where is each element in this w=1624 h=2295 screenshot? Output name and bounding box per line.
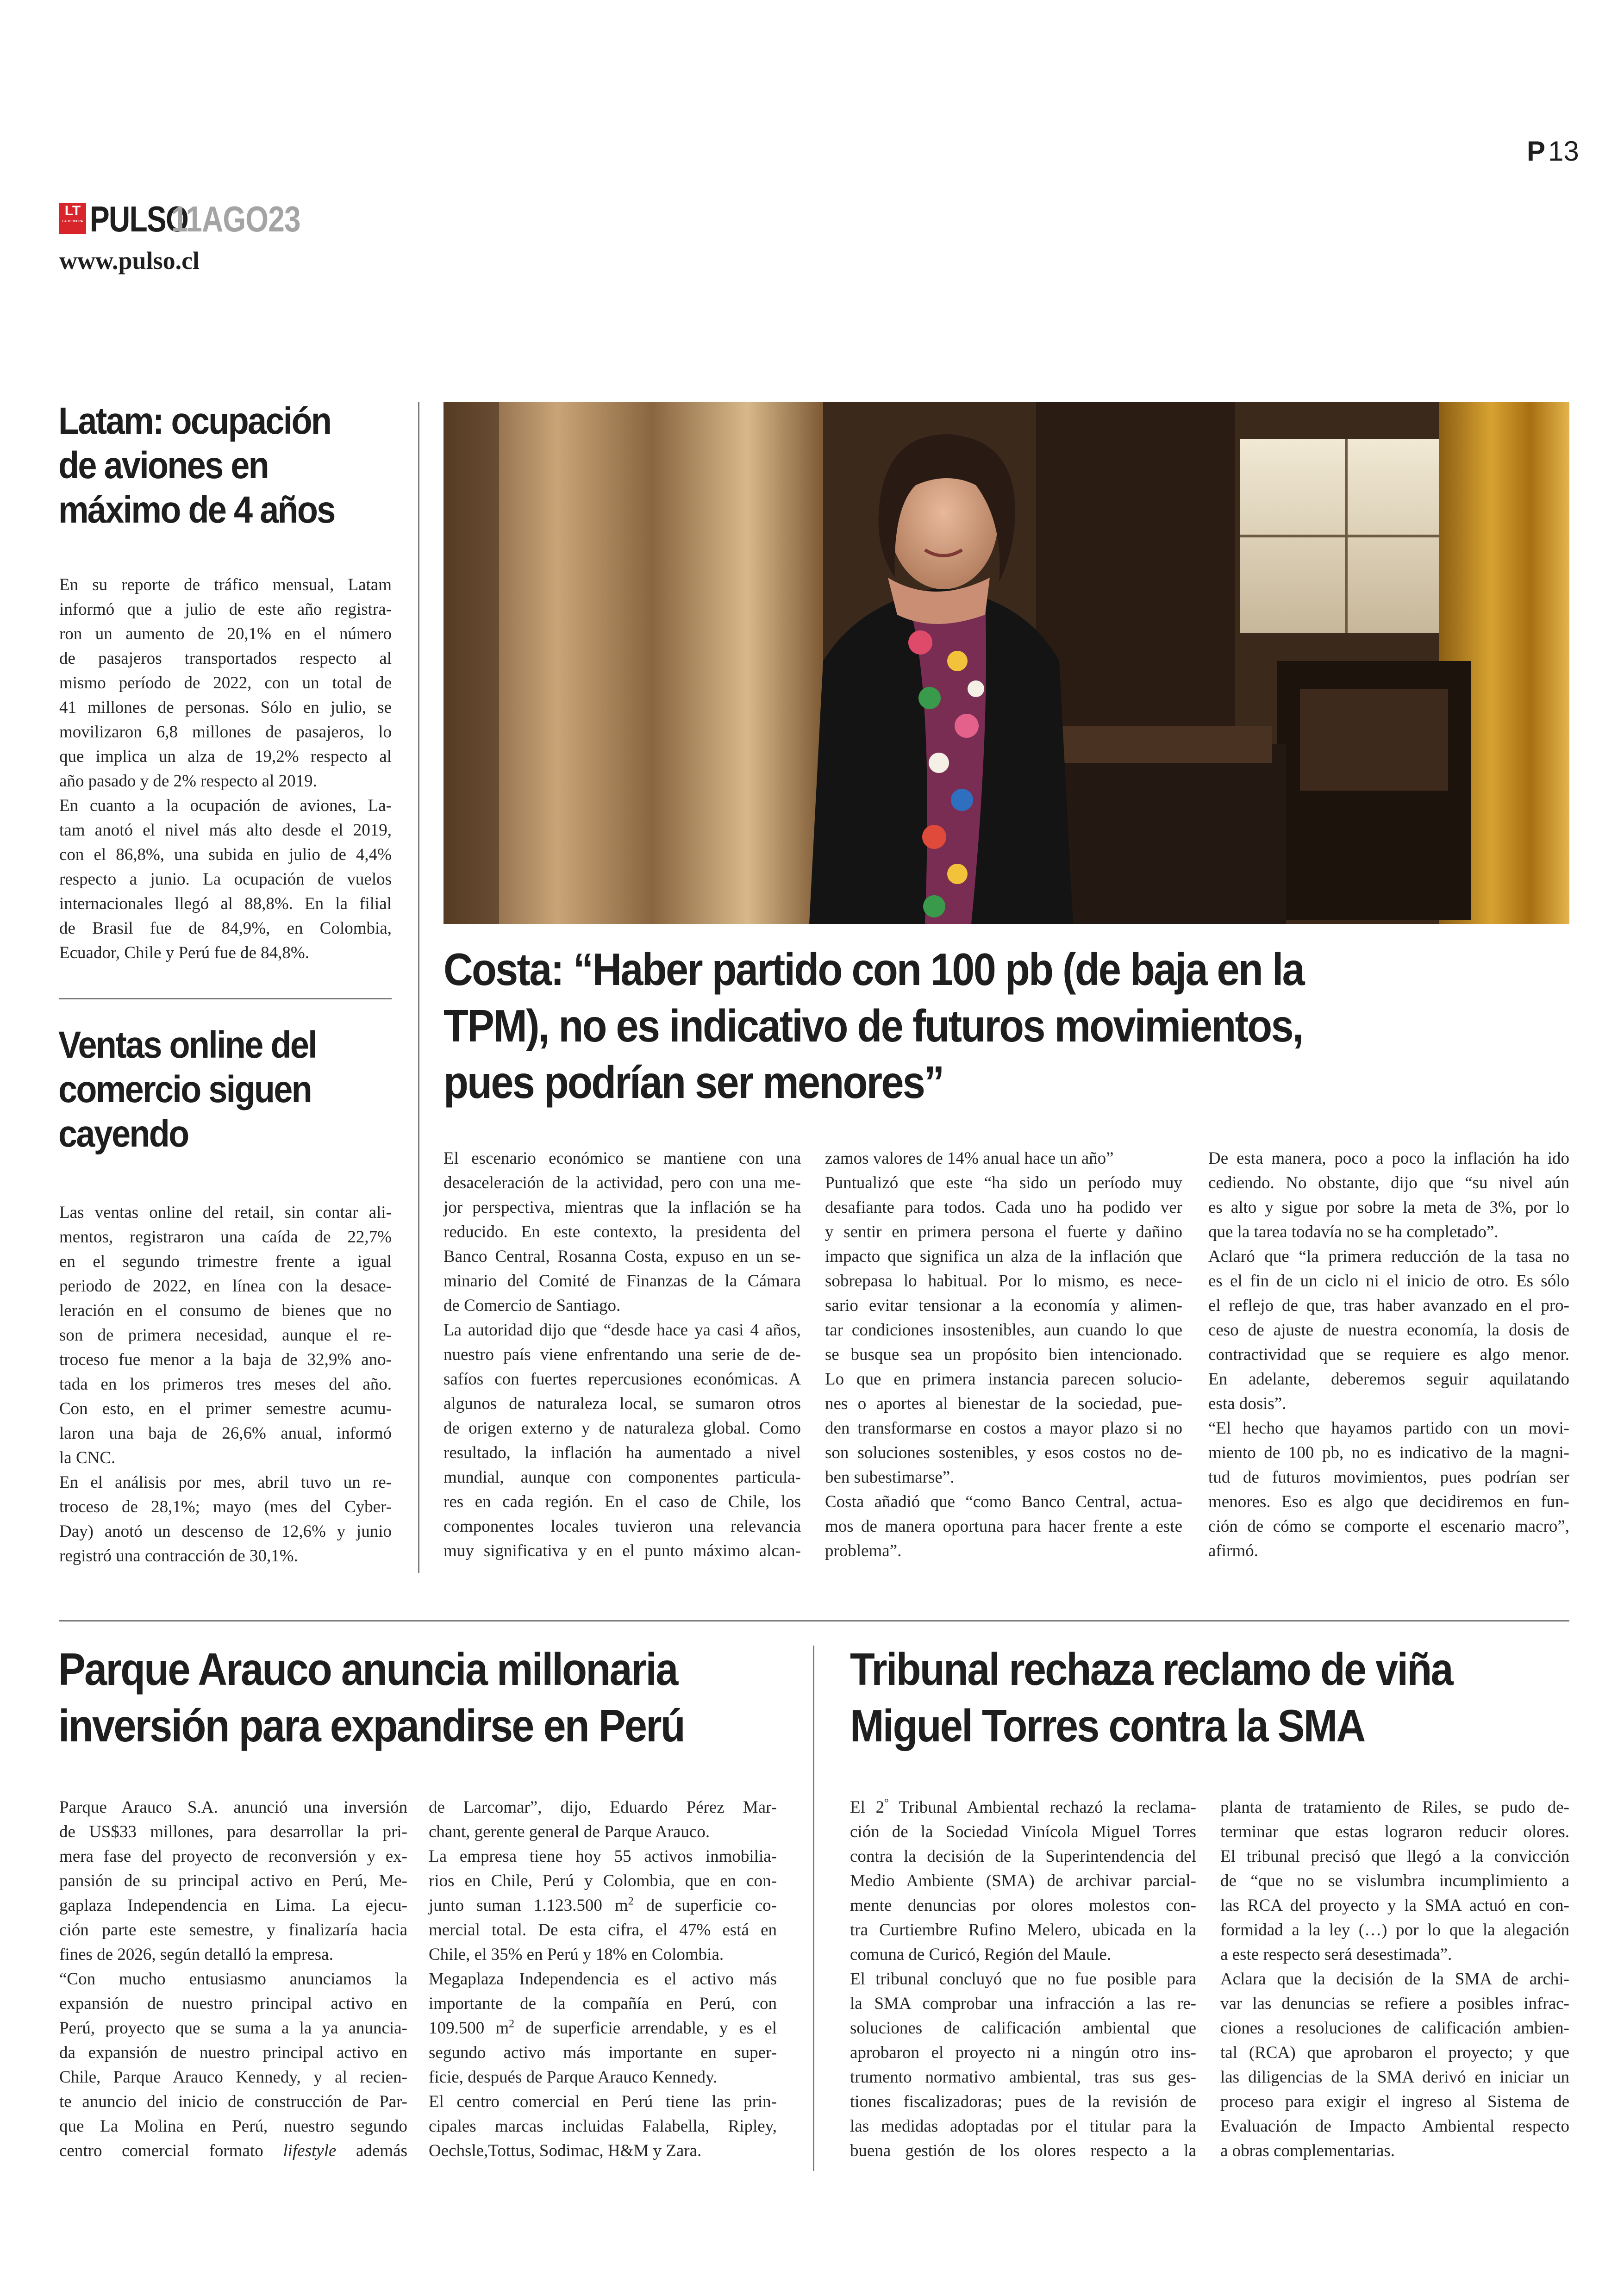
text-fragment: lifestyle — [283, 2141, 337, 2160]
text-line: trumento normativo ambiental, tras sus ges- — [850, 2068, 1196, 2087]
text-line: impacto que significa un alza de la inflación que — [825, 1247, 1182, 1266]
text-line: laron una baja de 26,6% anual, informó — [59, 1424, 392, 1443]
latam-headline: Latam: ocupación de aviones en máximo de 4 años — [58, 400, 335, 531]
ventas-article-body — [59, 1200, 392, 1568]
text-line: a este respecto será desestimada”. — [1220, 1945, 1452, 1964]
text-line: tra Curtiembre Rufino Melero, ubicada en la — [850, 1921, 1196, 1940]
text-line: de US$33 millones, para desarrollar la pri- — [59, 1822, 407, 1841]
text-line: formidad a la ley (…) por lo que la alegación — [1220, 1921, 1569, 1940]
page-divider — [59, 1620, 1569, 1621]
text-line: Perú, proyecto que se suma a la ya anuncia- — [59, 2019, 407, 2038]
text-line: rios en Chile, Perú y Colombia, que en con- — [429, 1871, 777, 1890]
text-fragment: de superficie arrendable, y es el — [514, 2019, 777, 2038]
costa-column-2 — [825, 1146, 1182, 1563]
text-line: res en cada región. En el caso de Chile, los — [443, 1492, 801, 1511]
text-line: ficie, después de Parque Arauco Kennedy. — [429, 2068, 718, 2087]
text-line: problema”. — [825, 1541, 902, 1560]
text-line: tud de futuros movimientos, pues podrían ser — [1208, 1468, 1569, 1487]
text-line: jor perspectiva, mientras que la inflación se ha — [443, 1198, 801, 1217]
text-line: troceso de 28,1%; mayo (mes del Cyber- — [59, 1497, 392, 1516]
text-line: es alto y sigue por sobre la meta de 3%, por lo — [1208, 1198, 1569, 1217]
text-line: ción parte este semestre, y finalizaría hacia — [59, 1921, 407, 1940]
tribunal-column-2 — [1220, 1795, 1569, 2163]
arauco-headline: Parque Arauco anuncia millonaria inversión para expandirse en Perú — [58, 1644, 685, 1751]
text-line — [429, 2016, 777, 2040]
text-line: resultado, la inflación ha aumentado a nivel — [443, 1443, 801, 1462]
text-line: mera fase del proyecto de reconversión y ex- — [59, 1847, 407, 1866]
text-line: las medidas adoptadas por el titular para la — [850, 2117, 1196, 2136]
text-line: informó que a julio de este año registra- — [59, 600, 392, 619]
text-line: nuestro país viene enfrentando una serie de de- — [443, 1345, 801, 1364]
text-fragment: además — [336, 2141, 408, 2160]
text-line: El tribunal precisó que llegó a la convicción — [1220, 1847, 1569, 1866]
text-line: En su reporte de tráfico mensual, Latam — [59, 575, 392, 594]
text-line: mundial, aunque con componentes particula- — [443, 1468, 801, 1487]
text-line: Parque Arauco S.A. anunció una inversión — [59, 1798, 407, 1817]
text-line: proceso para exigir el ingreso al Sistema de — [1220, 2092, 1569, 2111]
text-fragment: junto suman 1.123.500 m — [429, 1896, 628, 1915]
text-line: afirmó. — [1208, 1541, 1258, 1560]
text-line: con el 86,8%, una subida en julio de 4,4% — [59, 845, 392, 864]
text-line: minario del Comité de Finanzas de la Cámara — [443, 1272, 801, 1291]
text-line: Medio Ambiente (SMA) de archivar parcial- — [850, 1871, 1196, 1890]
text-line: La empresa tiene hoy 55 activos inmobilia- — [429, 1847, 777, 1866]
text-line: desafiante para todos. Cada uno ha podido ver — [825, 1198, 1182, 1217]
site-url: www.pulso.cl — [59, 247, 200, 274]
page-number: P 13 — [1527, 136, 1579, 167]
edition-date: 11AGO23 — [171, 199, 300, 239]
text-line: aprobaron el proyecto ni a ningún otro ins- — [850, 2043, 1196, 2062]
text-line: reducido. En este contexto, la presidenta del — [443, 1222, 801, 1241]
ventas-headline: Ventas online del comercio siguen cayendo — [58, 1024, 316, 1155]
text-line: y sentir en primera persona el fuerte y dañino — [825, 1222, 1182, 1241]
text-line: cipales marcas incluidas Falabella, Ripley, — [429, 2117, 777, 2136]
latam-article-body — [59, 573, 392, 965]
text-line: sobrepasa lo habitual. Por lo mismo, es nece- — [825, 1272, 1182, 1291]
text-line: safíos con fuertes repercusiones económicas. A — [443, 1370, 801, 1389]
text-line: menores. Eso es algo que decidiremos en fun- — [1208, 1492, 1569, 1511]
text-line: var las denuncias se refiere a posibles infrac- — [1220, 1994, 1569, 2013]
text-line: mentos, registraron una caída de 22,7% — [59, 1228, 392, 1247]
text-line: segundo activo más importante en super- — [429, 2043, 777, 2062]
text-line: fines de 2026, según detalló la empresa. — [59, 1945, 333, 1964]
text-line: pansión de su principal activo en Perú, Me- — [59, 1871, 407, 1890]
text-line: Aclaró que “la primera reducción de la tasa no — [1208, 1247, 1569, 1266]
text-line: El centro comercial en Perú tiene las prin- — [429, 2092, 777, 2111]
column-divider — [813, 1646, 814, 2171]
text-line: muy significativa y en el punto máximo alcan- — [443, 1541, 801, 1560]
text-line — [59, 2139, 407, 2163]
superscript: ° — [884, 1797, 889, 1809]
text-line: movilizaron 6,8 millones de pasajeros, lo — [59, 723, 392, 742]
text-line: internacionales llegó al 88,8%. En la filial — [59, 894, 392, 913]
text-fragment: centro comercial formato — [59, 2141, 283, 2160]
text-line: la SMA comprobar una infracción a las re- — [850, 1994, 1196, 2013]
text-line: Con esto, en el primer semestre acumu- — [59, 1399, 392, 1418]
text-line: la CNC. — [59, 1448, 116, 1467]
text-line: a obras complementarias. — [1220, 2141, 1395, 2160]
text-line: que la tarea todavía no se ha completado”. — [1208, 1222, 1499, 1241]
text-line: Aclara que la decisión de la SMA de archi- — [1220, 1970, 1569, 1989]
text-line: “El hecho que hayamos partido con un movi- — [1208, 1419, 1569, 1438]
text-line: son soluciones sostenibles, y esos costos no de- — [825, 1443, 1182, 1462]
text-line: es el fin de un ciclo ni el inicio de otro. Es sólo — [1208, 1272, 1569, 1291]
costa-headline: Costa: “Haber partido con 100 pb (de baja en la TPM), no es indicativo de futuros movimientos, pues podrían ser menores” — [443, 944, 1304, 1108]
tribunal-column-1 — [850, 1795, 1196, 2163]
text-line: de Comercio de Santiago. — [443, 1296, 621, 1315]
text-line: de Larcomar”, dijo, Eduardo Pérez Mar- — [429, 1798, 777, 1817]
rosanna-costa-photo — [443, 402, 1569, 924]
text-line: leración en el consumo de bienes que no — [59, 1301, 392, 1320]
text-line: mercial total. De esta cifra, el 47% está en — [429, 1921, 777, 1940]
text-line: chant, gerente general de Parque Arauco. — [429, 1822, 710, 1841]
text-line: esta dosis”. — [1208, 1394, 1287, 1413]
text-line: planta de tratamiento de Riles, se pudo de- — [1220, 1798, 1569, 1817]
text-line: año pasado y de 2% respecto al 2019. — [59, 772, 317, 791]
text-line: tam anotó el nivel más alto desde el 2019, — [59, 821, 392, 840]
text-line: Costa añadió que “como Banco Central, actua- — [825, 1492, 1182, 1511]
text-line: respecto a junio. La ocupación de vuelos — [59, 870, 392, 889]
text-line: periodo de 2022, en línea con la desace- — [59, 1277, 392, 1296]
text-line: que La Molina en Perú, nuestro segundo — [59, 2117, 407, 2136]
text-line: ciones a resoluciones de calificación ambien- — [1220, 2019, 1569, 2038]
brand-name: PULSO — [90, 199, 188, 239]
text-line: mismo período de 2022, con un total de — [59, 674, 392, 692]
text-line: en el segundo trimestre frente a igual — [59, 1252, 392, 1271]
text-line: da expansión de nuestro principal activo en — [59, 2043, 407, 2062]
text-line: son de primera necesidad, aunque el re- — [59, 1326, 392, 1345]
text-line: “Con mucho entusiasmo anunciamos la — [59, 1970, 407, 1989]
text-line: Day) anotó un descenso de 12,6% y junio — [59, 1522, 392, 1541]
text-line: den transformarse en costos a mayor plazo si no — [825, 1419, 1182, 1438]
text-fragment: El 2 — [850, 1798, 885, 1817]
text-line: mos de manera oportuna para hacer frente a este — [825, 1517, 1182, 1536]
text-line: El escenario económico se mantiene con una — [443, 1149, 801, 1168]
text-line: las RCA del proyecto y la SMA actuó en con- — [1220, 1896, 1569, 1915]
text-line: Ecuador, Chile y Perú fue de 84,8%. — [59, 943, 310, 962]
text-line: miento de 100 pb, no es indicativo de la magni- — [1208, 1443, 1569, 1462]
text-line: las diligencias de la SMA derivó en iniciar un — [1220, 2068, 1569, 2087]
text-line: ción de cómo se comporte el escenario macro”, — [1208, 1517, 1569, 1536]
text-line: se busque sea un propósito bien intencionado. — [825, 1345, 1182, 1364]
text-line: componentes locales tuvieron una relevancia — [443, 1517, 801, 1536]
text-line: cediendo. No obstante, dijo que “su nivel aún — [1208, 1173, 1569, 1192]
text-line: sario evitar tensionar a la economía y alimen- — [825, 1296, 1182, 1315]
text-line: comuna de Curicó, Región del Maule. — [850, 1945, 1112, 1964]
text-line: soluciones de calificación ambiental que — [850, 2019, 1196, 2038]
text-line: Puntualizó que este “ha sido un período muy — [825, 1173, 1182, 1192]
text-line: ceso de ajuste de nuestra economía, la dosis de — [1208, 1321, 1569, 1340]
text-fragment: de superficie co- — [633, 1896, 777, 1915]
text-line: 41 millones de personas. Sólo en julio, se — [59, 698, 392, 717]
text-line: de “que no se vislumbra incumplimiento a — [1220, 1871, 1569, 1890]
column-divider — [418, 402, 419, 1573]
text-line: de origen externo y de naturaleza global. Como — [443, 1419, 801, 1438]
text-fragment: 109.500 m — [429, 2019, 509, 2038]
text-line: troceso fue menor a la baja de 32,9% ano- — [59, 1350, 392, 1369]
arauco-column-1 — [59, 1795, 407, 2163]
text-line: desaceleración de la actividad, pero con una me- — [443, 1173, 801, 1192]
arauco-column-2 — [429, 1795, 777, 2163]
text-line: de Brasil fue de 84,9%, en Colombia, — [59, 919, 392, 938]
text-line: ron un aumento de 20,1% en el número — [59, 624, 392, 643]
text-line: expansión de nuestro principal activo en — [59, 1994, 407, 2013]
text-line: ben subestimarse”. — [825, 1468, 955, 1487]
text-line: nes o aportes al bienestar de la sociedad, pue- — [825, 1394, 1182, 1413]
text-line: contra la decisión de la Superintendencia del — [850, 1847, 1196, 1866]
text-line: gaplaza Independencia en Lima. La ejecu- — [59, 1896, 407, 1915]
text-line — [850, 1795, 1196, 1820]
text-line: contractividad que se requiere es algo menor. — [1208, 1345, 1569, 1364]
text-line: el reflejo de que, tras haber avanzado en el pro- — [1208, 1296, 1569, 1315]
text-line: tal (RCA) que aprobaron el proyecto; y que — [1220, 2043, 1569, 2062]
text-line: Megaplaza Independencia es el activo más — [429, 1970, 777, 1989]
text-line: de pasajeros transportados respecto al — [59, 649, 392, 668]
text-line: tiones fiscalizadoras; pues de la revisión de — [850, 2092, 1196, 2111]
text-line: En cuanto a la ocupación de aviones, La- — [59, 796, 392, 815]
text-line: Chile, Parque Arauco Kennedy, y al recien- — [59, 2068, 407, 2087]
superscript: 2 — [509, 2018, 515, 2030]
portrait-image — [443, 402, 1569, 924]
text-line: Las ventas online del retail, sin contar ali- — [59, 1203, 392, 1222]
text-line — [429, 1893, 777, 1918]
text-line: Lo que en primera instancia parecen solucio- — [825, 1370, 1182, 1389]
text-line: registró una contracción de 30,1%. — [59, 1547, 298, 1565]
text-line: La autoridad dijo que “desde hace ya casi 4 años, — [443, 1321, 801, 1340]
text-line: buena gestión de los olores respecto a la — [850, 2141, 1196, 2160]
text-line: El tribunal concluyó que no fue posible para — [850, 1970, 1196, 1989]
text-line: Banco Central, Rosanna Costa, expuso en un se- — [443, 1247, 801, 1266]
text-line: En el análisis por mes, abril tuvo un re- — [59, 1473, 392, 1492]
text-line: Evaluación de Impacto Ambiental respecto — [1220, 2117, 1569, 2136]
newspaper-logo: LT LA TERCERA — [59, 203, 86, 234]
text-fragment: Tribunal Ambiental rechazó la reclama- — [888, 1798, 1196, 1817]
text-line: Oechsle,Tottus, Sodimac, H&M y Zara. — [429, 2141, 702, 2160]
text-line: te anuncio del inicio de construcción de Par- — [59, 2092, 407, 2111]
text-line: ción de la Sociedad Vinícola Miguel Torres — [850, 1822, 1196, 1841]
text-line: terminar que estas lograron reducir olores. — [1220, 1822, 1569, 1841]
superscript: 2 — [628, 1895, 634, 1908]
tribunal-headline: Tribunal rechaza reclamo de viña Miguel Torres contra la SMA — [850, 1644, 1452, 1751]
text-line: En adelante, deberemos seguir aquilatando — [1208, 1370, 1569, 1389]
section-divider — [59, 998, 392, 999]
text-line: zamos valores de 14% anual hace un año” — [825, 1149, 1114, 1168]
text-line: Chile, el 35% en Perú y 18% en Colombia. — [429, 1945, 724, 1964]
costa-column-3 — [1208, 1146, 1569, 1563]
text-line: algunos de naturaleza local, se sumaron otros — [443, 1394, 801, 1413]
text-line: importante de la compañía en Perú, con — [429, 1994, 777, 2013]
text-line: mente denuncias por olores molestos con- — [850, 1896, 1196, 1915]
text-line: tar condiciones insostenibles, aun cuando lo que — [825, 1321, 1182, 1340]
text-line: De esta manera, poco a poco la inflación ha ido — [1208, 1149, 1569, 1168]
costa-column-1 — [443, 1146, 801, 1563]
text-line: que implica un alza de 19,2% respecto al — [59, 747, 392, 766]
text-line: tada en los primeros tres meses del año. — [59, 1375, 392, 1394]
